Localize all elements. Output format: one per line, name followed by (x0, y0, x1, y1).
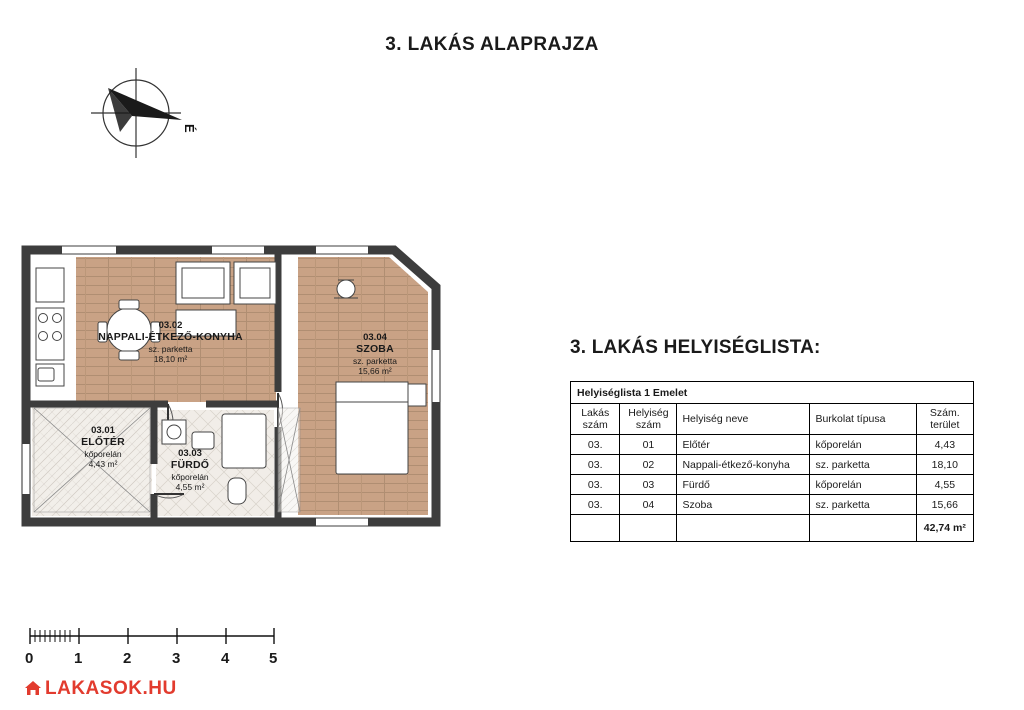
scale-tick-4: 4 (221, 650, 230, 667)
cell-terulet: 15,66 (916, 495, 973, 515)
room-number: 03.02 (158, 320, 183, 331)
cell-terulet: 18,10 (916, 455, 973, 475)
floor-plan-drawing (16, 232, 456, 537)
room-label-0304 (330, 332, 420, 376)
compass-north-label: É (182, 124, 197, 133)
scale-bar (22, 620, 322, 680)
cell-helyiseg: 02 (620, 455, 677, 475)
scale-tick-0: 0 (25, 650, 34, 667)
page-title (0, 34, 1024, 56)
table-caption-row (571, 382, 974, 404)
col-header-ter-l2: terület (930, 419, 960, 431)
house-icon (24, 680, 42, 702)
col-header-helyiseg (620, 404, 677, 435)
room-area: 4,55 m² (175, 481, 205, 492)
cell-helyiseg: 01 (620, 435, 677, 455)
room-name: FÜRDŐ (170, 459, 210, 472)
total-spacer-3 (677, 515, 810, 542)
room-list-table (570, 381, 974, 542)
table-row (571, 475, 974, 495)
room-number: 03.03 (178, 448, 202, 459)
room-area: 15,66 m² (358, 365, 392, 376)
scale-tick-5: 5 (269, 650, 278, 667)
total-spacer-4 (810, 515, 916, 542)
col-header-lakas-l2: szám (582, 419, 608, 431)
cell-burkolat: sz. parketta (810, 495, 916, 515)
room-name: ELŐTÉR (81, 436, 125, 449)
col-header-lakas-l1: Lakás (581, 407, 610, 419)
table-row (571, 435, 974, 455)
cell-burkolat: sz. parketta (810, 455, 916, 475)
table-header-row (571, 404, 974, 435)
col-header-burkolat: Burkolat típusa (810, 404, 916, 435)
room-label-0302 (78, 320, 263, 364)
cell-helyiseg: 03 (620, 475, 677, 495)
room-finish: sz. parketta (148, 343, 193, 354)
plan-title-text: 3. LAKÁS ALAPRAJZA (385, 34, 599, 55)
total-area: 42,74 m² (916, 515, 973, 542)
col-header-hely-l2: szám (635, 419, 661, 431)
table-row (571, 495, 974, 515)
room-label-0303 (150, 448, 230, 492)
watermark-text: LAKASOK.HU (45, 678, 177, 699)
cell-terulet: 4,43 (916, 435, 973, 455)
cell-nev: Szoba (677, 495, 810, 515)
col-header-hely-l1: Helyiség (628, 407, 669, 419)
cell-lakas: 03. (571, 475, 620, 495)
total-spacer-1 (571, 515, 620, 542)
col-header-ter-l1: Szám. (929, 407, 960, 419)
room-label-0301 (58, 425, 148, 469)
table-row (571, 455, 974, 475)
cell-terulet: 4,55 (916, 475, 973, 495)
col-header-terulet (916, 404, 973, 435)
scale-tick-2: 2 (123, 650, 132, 667)
cell-burkolat: kőporelán (810, 435, 916, 455)
cell-burkolat: kőporelán (810, 475, 916, 495)
room-list-title (570, 337, 990, 359)
table-caption: Helyiséglista 1 Emelet (571, 382, 974, 404)
watermark (24, 678, 177, 702)
room-finish: kőporelán (84, 448, 122, 459)
room-finish: sz. parketta (353, 355, 397, 366)
cell-lakas: 03. (571, 435, 620, 455)
compass-rose (86, 58, 198, 170)
cell-nev: Előtér (677, 435, 810, 455)
cell-nev: Fürdő (677, 475, 810, 495)
scale-tick-1: 1 (74, 650, 83, 667)
total-spacer-2 (620, 515, 677, 542)
scale-tick-3: 3 (172, 650, 181, 667)
room-number: 03.01 (91, 425, 115, 436)
scale-bar-graphic (22, 620, 322, 648)
room-finish: kőporelán (171, 471, 209, 482)
room-area: 4,43 m² (88, 458, 118, 469)
cell-lakas: 03. (571, 495, 620, 515)
cell-nev: Nappali-étkező-konyha (677, 455, 810, 475)
room-list-title-text: 3. LAKÁS HELYISÉGLISTA: (570, 337, 821, 358)
col-header-lakas (571, 404, 620, 435)
room-name: SZOBA (356, 343, 394, 356)
table-total-row (571, 515, 974, 542)
room-number: 03.04 (363, 332, 387, 343)
room-list-table-wrap (570, 381, 974, 542)
cell-helyiseg: 04 (620, 495, 677, 515)
room-area: 18,10 m² (153, 353, 188, 364)
col-header-nev: Helyiség neve (677, 404, 810, 435)
room-name: NAPPALI-ÉTKEZŐ-KONYHA (98, 331, 243, 344)
cell-lakas: 03. (571, 455, 620, 475)
